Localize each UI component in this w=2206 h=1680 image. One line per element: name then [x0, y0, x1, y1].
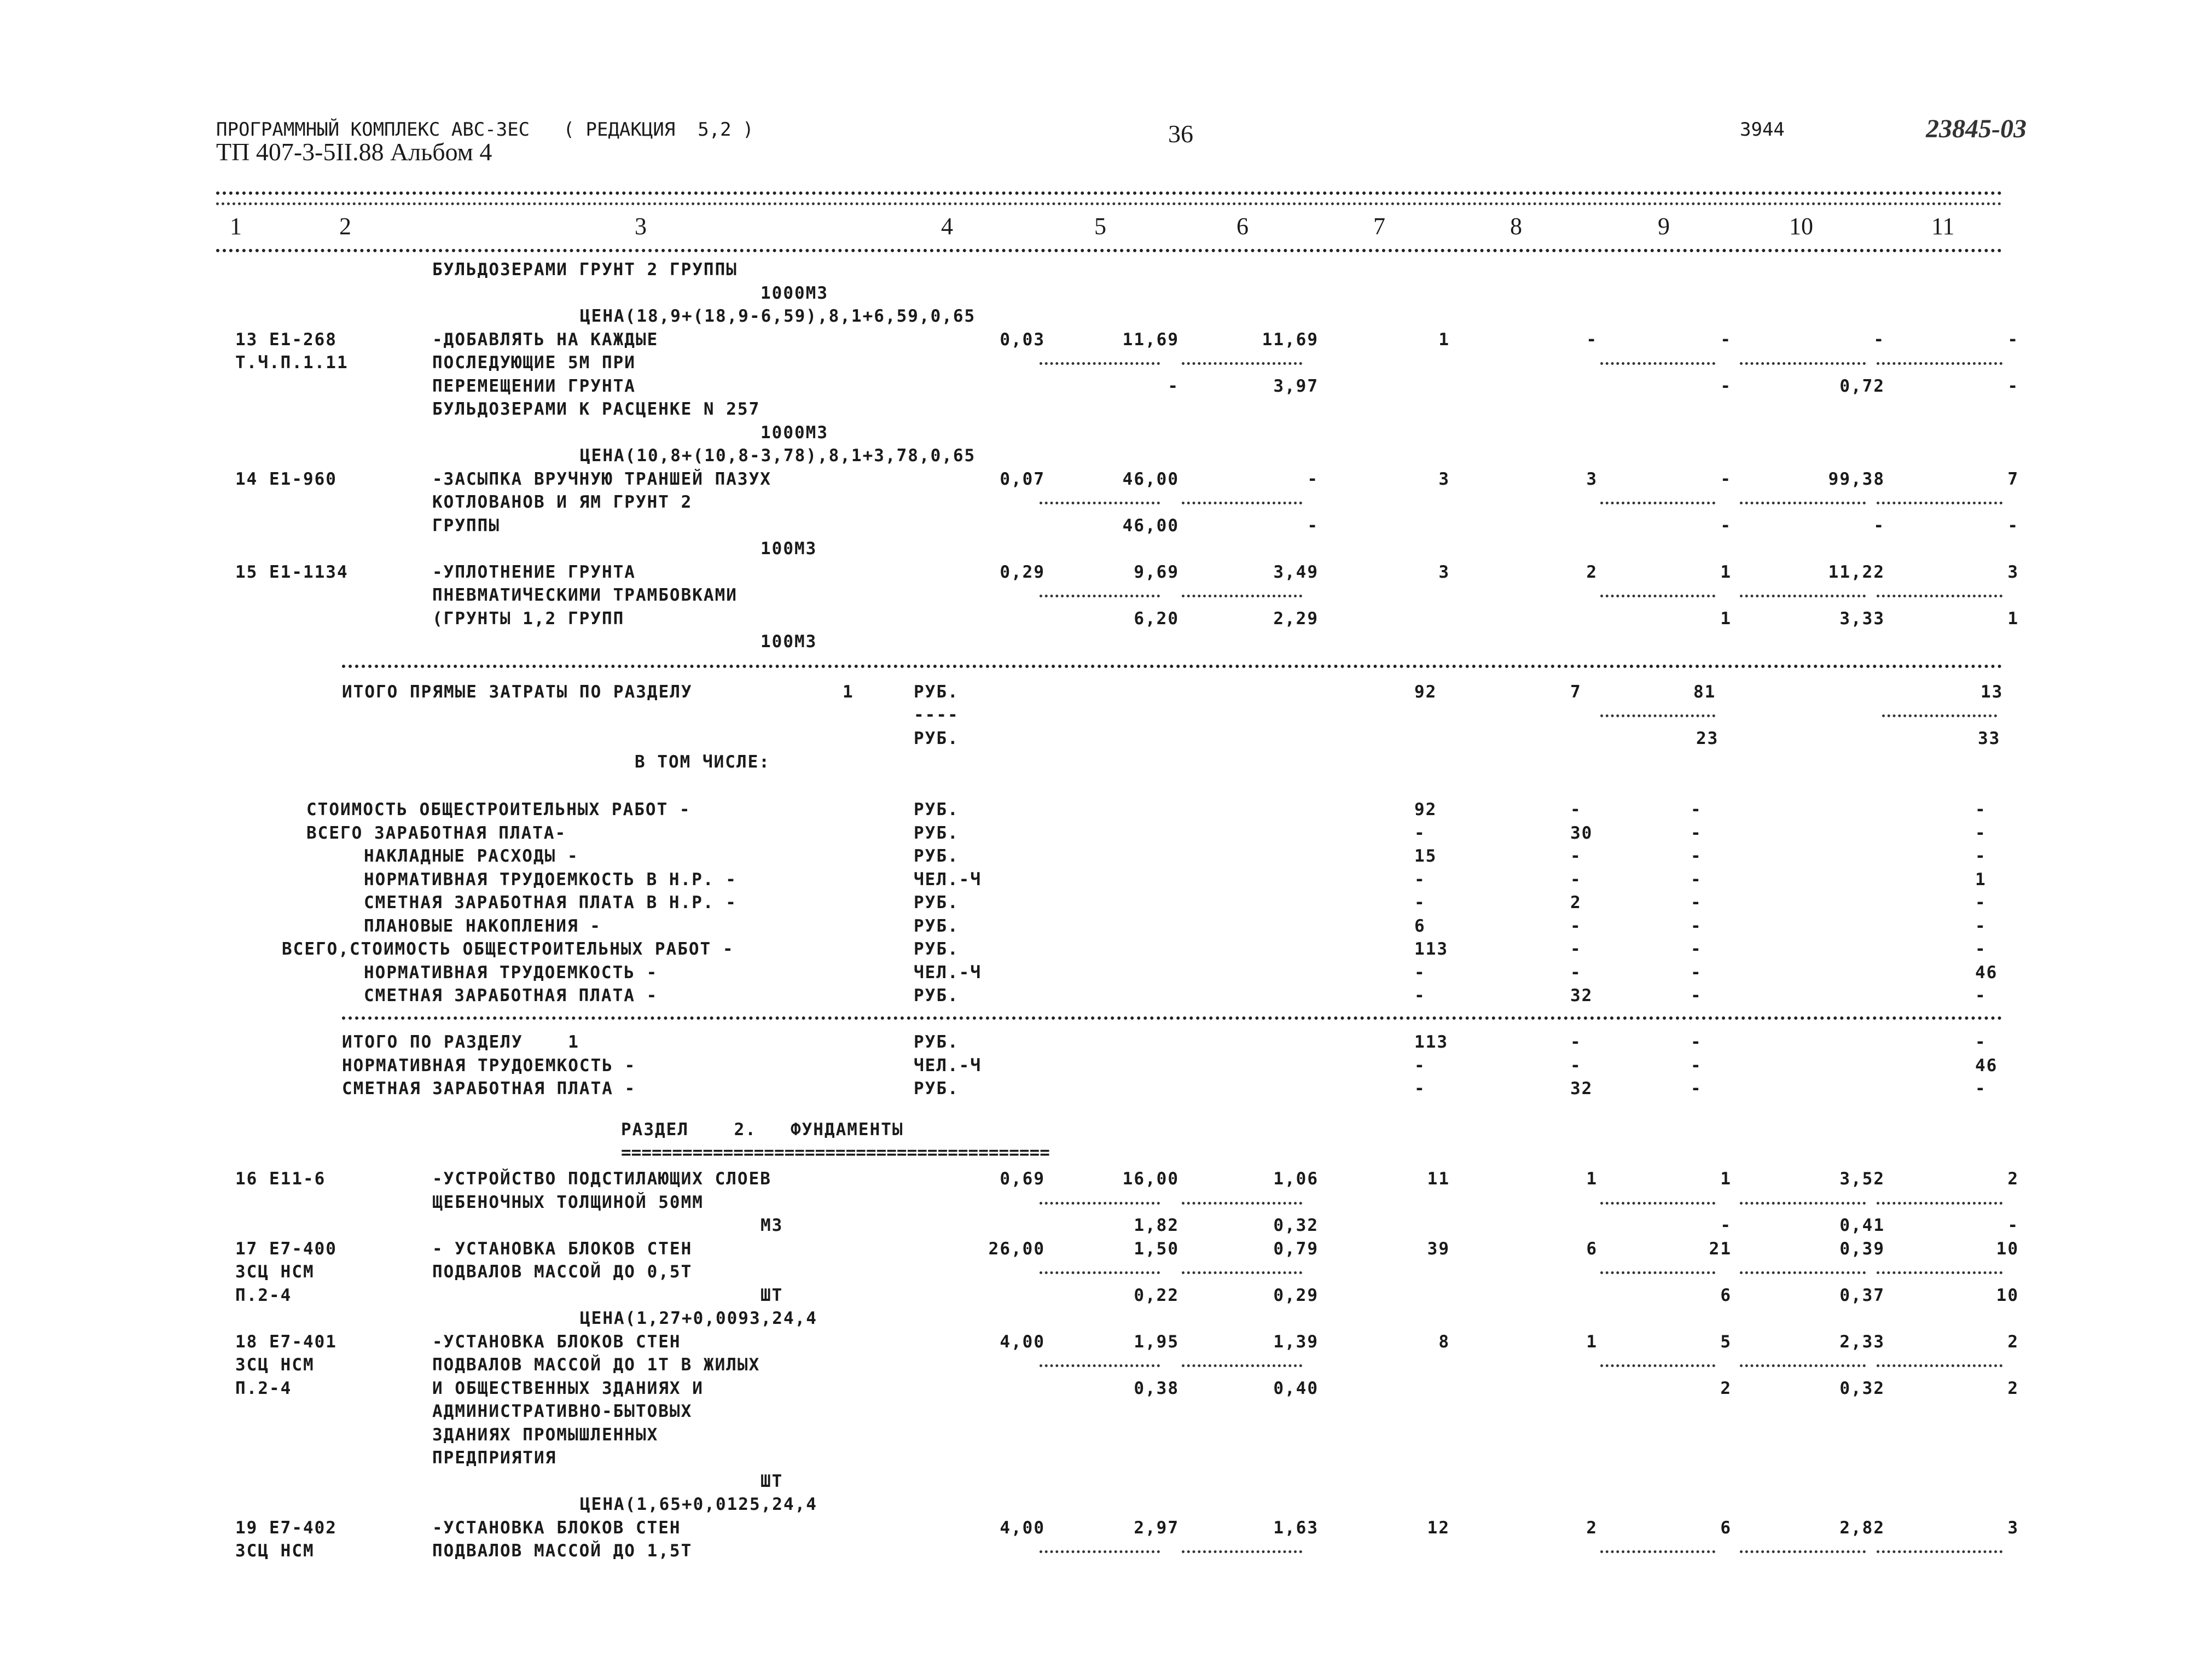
cell-rule: [1040, 1271, 1160, 1274]
cell-rule: [1182, 595, 1302, 597]
cell-unit: 1000М3: [761, 283, 828, 303]
cell-c11: -: [2007, 329, 2019, 350]
cell-c11: -: [1975, 986, 1987, 1005]
cell-rule: [1740, 1550, 1866, 1553]
cell-rule: [1740, 1364, 1866, 1367]
section-2-underline: ==========================================: [621, 1143, 1050, 1162]
cell-c1: 14 Е1-960: [235, 469, 337, 489]
cell-c11: -: [1975, 916, 1987, 936]
cell-c6: 2,29: [1273, 608, 1319, 629]
header-rule-top2: [216, 202, 2002, 205]
col-num-10: 10: [1789, 213, 1813, 240]
cell-c7: 8: [1438, 1332, 1450, 1352]
cell-c6: 1,06: [1273, 1169, 1319, 1189]
cell-c4: 0,03: [1000, 329, 1045, 350]
summary-rule-c9: [1600, 714, 1715, 717]
cell-c3: КОТЛОВАНОВ И ЯМ ГРУНТ 2: [432, 492, 693, 512]
cell-c9: -: [1720, 329, 1732, 350]
cell-rule: [1040, 1364, 1160, 1367]
cell-unit: 100М3: [761, 539, 817, 559]
cell-c10: 0,32: [1839, 1378, 1885, 1398]
cell-c9: -: [1720, 1216, 1732, 1235]
cell-c1: 17 Е7-400: [235, 1239, 337, 1259]
cell-c3: -УПЛОТНЕНИЕ ГРУНТА: [432, 562, 636, 582]
cell-c8: -: [1570, 939, 1582, 959]
cell-c2: Т.Ч.П.1.11: [235, 353, 349, 373]
cell-label: ВСЕГО ЗАРАБОТНАЯ ПЛАТА-: [306, 823, 567, 843]
cell-c9: -: [1691, 916, 1702, 936]
cell-formula: ЦЕНА(1,65+0,0125,24,4: [580, 1495, 817, 1514]
cell-c11: -: [1975, 823, 1987, 843]
cell-rule: [1600, 362, 1715, 365]
cell-c9: 1: [1720, 608, 1732, 629]
summary-c8: 7: [1570, 682, 1582, 702]
cell-c3: ПОДВАЛОВ МАССОЙ ДО 1,5Т: [432, 1541, 693, 1561]
cell-c3: ЗДАНИЯХ ПРОМЫШЛЕННЫХ: [432, 1425, 659, 1445]
cell-rule: [1740, 1202, 1866, 1205]
col-num-6: 6: [1236, 213, 1249, 240]
cell-c5: 11,69: [1122, 329, 1179, 350]
cell-c8: 2: [1586, 1518, 1598, 1538]
cell-c11: -: [2007, 1216, 2019, 1235]
cell-c11: 3: [2007, 562, 2019, 582]
cell-c7: 113: [1414, 1032, 1448, 1052]
cell-c8: -: [1570, 1055, 1582, 1076]
summary-c9: 81: [1693, 682, 1716, 702]
cell-c5: 16,00: [1122, 1169, 1179, 1189]
cell-rule: [1740, 595, 1866, 597]
cell-unit: ЧЕЛ.-Ч: [914, 1055, 982, 1076]
cell-unit: РУБ.: [914, 893, 959, 912]
cell-c10: -: [1873, 329, 1885, 350]
cell-c1: 16 Е11-6: [235, 1169, 326, 1189]
cell-rule: [1182, 502, 1302, 504]
cell-unit: РУБ.: [914, 1032, 959, 1052]
cell-c4: 4,00: [1000, 1332, 1045, 1352]
cell-rule: [1877, 502, 2002, 504]
cell-rule: [1877, 1202, 2002, 1205]
cell-c3: -ЗАСЫПКА ВРУЧНУЮ ТРАНШЕЙ ПАЗУХ: [432, 469, 771, 489]
cell-c9: -: [1691, 1079, 1702, 1098]
cell-c8: 32: [1570, 1079, 1593, 1098]
cell-c5: 6,20: [1134, 608, 1179, 629]
cell-c3: - УСТАНОВКА БЛОКОВ СТЕН: [432, 1239, 693, 1259]
cell-c9: -: [1691, 823, 1702, 843]
cell-c6: 1,63: [1273, 1518, 1319, 1538]
cell-c1: 19 Е7-402: [235, 1518, 337, 1538]
cell-c7: -: [1414, 986, 1426, 1005]
summary-rule-c11: [1882, 714, 1997, 717]
cell-c11: 10: [1996, 1239, 2019, 1259]
cell-c3: ПОСЛЕДУЮЩИЕ 5М ПРИ: [432, 353, 636, 373]
cell-rule: [1182, 362, 1302, 365]
cell-c3: -УСТРОЙСТВО ПОДСТИЛАЮЩИХ СЛОЕВ: [432, 1169, 771, 1189]
cell-c7: 15: [1414, 846, 1437, 866]
col-num-3: 3: [635, 213, 647, 240]
cell-c4: 26,00: [988, 1239, 1045, 1259]
cell-c4: 0,29: [1000, 562, 1045, 582]
page-number: 36: [1168, 120, 1193, 148]
cell-c11: 46: [1975, 1055, 1998, 1076]
cell-c3: И ОБЩЕСТВЕННЫХ ЗДАНИЯХ И: [432, 1378, 704, 1398]
cell-unit: РУБ.: [914, 916, 959, 936]
cell-c3: -УСТАНОВКА БЛОКОВ СТЕН: [432, 1518, 681, 1538]
cell-c8: -: [1570, 846, 1582, 866]
cell-c3: БУЛЬДОЗЕРАМИ ГРУНТ 2 ГРУППЫ: [432, 260, 738, 280]
cell-c8: 1: [1586, 1169, 1598, 1189]
cell-c6: 3,49: [1273, 562, 1319, 582]
program-title: ПРОГРАММНЫЙ КОМПЛЕКС АВС-ЗЕС ( РЕДАКЦИЯ 5,2 ): [216, 119, 754, 141]
cell-c9: -: [1691, 846, 1702, 866]
summary-unit: РУБ.: [914, 682, 959, 702]
cell-c7: 12: [1427, 1518, 1450, 1538]
col-num-1: 1: [230, 213, 242, 240]
cell-c2: ЗСЦ НСМ: [235, 1355, 315, 1375]
cell-unit: РУБ.: [914, 823, 959, 843]
cell-label: НОРМАТИВНАЯ ТРУДОЕМКОСТЬ -: [364, 962, 658, 983]
cell-label: НОРМАТИВНАЯ ТРУДОЕМКОСТЬ В Н.Р. -: [364, 869, 737, 890]
including-label: В ТОМ ЧИСЛЕ:: [635, 752, 770, 772]
cell-c5: 1,50: [1134, 1239, 1179, 1259]
cell-c5: 46,00: [1122, 469, 1179, 489]
cell-c11: 46: [1975, 962, 1998, 983]
cell-rule: [1182, 1202, 1302, 1205]
cell-c11: -: [1975, 846, 1987, 866]
cell-c10: 3,52: [1839, 1169, 1885, 1189]
cell-c11: 1: [1975, 869, 1987, 890]
cell-label: СМЕТНАЯ ЗАРАБОТНАЯ ПЛАТА -: [342, 1079, 636, 1098]
cell-c3: ПНЕВМАТИЧЕСКИМИ ТРАМБОВКАМИ: [432, 585, 738, 605]
cell-c8: 30: [1570, 823, 1593, 843]
cell-c6: 11,69: [1262, 329, 1319, 350]
cell-c9: 6: [1720, 1518, 1732, 1538]
cell-c11: -: [2007, 376, 2019, 396]
cell-c7: -: [1414, 893, 1426, 912]
cell-rule: [1040, 502, 1160, 504]
cell-c11: -: [1975, 1032, 1987, 1052]
summary-c11: 13: [1981, 682, 2004, 702]
cell-unit: РУБ.: [914, 939, 959, 959]
cell-c11: -: [1975, 1079, 1987, 1098]
cell-c2: П.2-4: [235, 1285, 292, 1305]
cell-c5: 0,22: [1134, 1285, 1179, 1305]
cell-rule: [1877, 362, 2002, 365]
cell-c8: 6: [1586, 1239, 1598, 1259]
cell-c11: -: [2007, 515, 2019, 536]
cell-c6: 0,29: [1273, 1285, 1319, 1305]
summary-c11-b: 33: [1978, 729, 2001, 748]
cell-unit: ЧЕЛ.-Ч: [914, 962, 982, 983]
cell-c9: -: [1691, 869, 1702, 890]
cell-c9: 1: [1720, 1169, 1732, 1189]
cell-unit: РУБ.: [914, 1079, 959, 1098]
summary-separator: ----: [914, 705, 959, 725]
cell-c7: 92: [1414, 800, 1437, 819]
cell-c7: 113: [1414, 939, 1448, 959]
cell-c8: 2: [1586, 562, 1598, 582]
cell-c7: 3: [1438, 562, 1450, 582]
cell-unit: РУБ.: [914, 846, 959, 866]
cell-rule: [1877, 1271, 2002, 1274]
cell-label: ВСЕГО,СТОИМОСТЬ ОБЩЕСТРОИТЕЛЬНЫХ РАБОТ -: [282, 939, 734, 959]
cell-c3: АДМИНИСТРАТИВНО-БЫТОВЫХ: [432, 1402, 693, 1421]
cell-rule: [1740, 502, 1866, 504]
cell-c8: -: [1586, 329, 1598, 350]
cell-c3: ПРЕДПРИЯТИЯ: [432, 1448, 557, 1468]
header-rule-bottom: [216, 249, 2002, 252]
cell-c5: 1,95: [1134, 1332, 1179, 1352]
cell-c3: -ДОБАВЛЯТЬ НА КАЖДЫЕ: [432, 329, 659, 350]
cell-rule: [1040, 595, 1160, 597]
col-num-5: 5: [1094, 213, 1106, 240]
cell-c5: 46,00: [1122, 515, 1179, 536]
cell-c5: 0,38: [1134, 1378, 1179, 1398]
cell-c8: 3: [1586, 469, 1598, 489]
cell-c8: -: [1570, 916, 1582, 936]
cell-c11: 3: [2007, 1518, 2019, 1538]
cell-c10: 3,33: [1839, 608, 1885, 629]
cell-c5: 9,69: [1134, 562, 1179, 582]
cell-c10: 0,72: [1839, 376, 1885, 396]
cell-rule: [1877, 1364, 2002, 1367]
cell-c9: -: [1720, 469, 1732, 489]
cell-c3: ГРУППЫ: [432, 515, 500, 536]
cell-rule: [1600, 1550, 1715, 1553]
cell-rule: [1600, 1271, 1715, 1274]
summary-c9-b: 23: [1696, 729, 1719, 748]
cell-c10: 0,37: [1839, 1285, 1885, 1305]
cell-c5: -: [1168, 376, 1179, 396]
cell-c4: 4,00: [1000, 1518, 1045, 1538]
cell-c8: -: [1570, 800, 1582, 819]
cell-c11: -: [1975, 800, 1987, 819]
cell-c6: 0,32: [1273, 1216, 1319, 1235]
col-num-11: 11: [1931, 213, 1955, 240]
cell-unit: 100М3: [761, 632, 817, 652]
cell-c9: -: [1691, 800, 1702, 819]
cell-c3: -УСТАНОВКА БЛОКОВ СТЕН: [432, 1332, 681, 1352]
header-rule-top: [216, 191, 2002, 195]
cell-c4: 0,07: [1000, 469, 1045, 489]
cell-rule: [1740, 1271, 1866, 1274]
cell-c2: ЗСЦ НСМ: [235, 1541, 315, 1561]
col-num-2: 2: [339, 213, 351, 240]
summary-title: ИТОГО ПРЯМЫЕ ЗАТРАТЫ ПО РАЗДЕЛУ: [342, 682, 693, 702]
cell-rule: [1600, 502, 1715, 504]
cell-c11: 10: [1996, 1285, 2019, 1305]
cell-c6: 3,97: [1273, 376, 1319, 396]
col-num-9: 9: [1658, 213, 1670, 240]
cell-rule: [1877, 1550, 2002, 1553]
cell-c2: П.2-4: [235, 1378, 292, 1398]
cell-c8: -: [1570, 962, 1582, 983]
section-2-title: РАЗДЕЛ 2. ФУНДАМЕНТЫ: [621, 1120, 904, 1140]
cell-c3: ПОДВАЛОВ МАССОЙ ДО 1Т В ЖИЛЫХ: [432, 1355, 761, 1375]
cell-formula: ЦЕНА(18,9+(18,9-6,59),8,1+6,59,0,65: [580, 306, 976, 326]
cell-c7: 39: [1427, 1239, 1450, 1259]
cell-c10: 0,39: [1839, 1239, 1885, 1259]
summary-section-no: 1: [843, 682, 854, 702]
cell-label: СМЕТНАЯ ЗАРАБОТНАЯ ПЛАТА В Н.Р. -: [364, 893, 737, 912]
cell-c9: -: [1720, 515, 1732, 536]
cell-c8: 32: [1570, 986, 1593, 1005]
cell-c7: 1: [1438, 329, 1450, 350]
document-code: 3944: [1740, 119, 1785, 141]
col-num-7: 7: [1373, 213, 1385, 240]
cell-c9: -: [1691, 939, 1702, 959]
cell-c5: 2,97: [1134, 1518, 1179, 1538]
cell-c8: -: [1570, 1032, 1582, 1052]
cell-c6: 1,39: [1273, 1332, 1319, 1352]
cell-rule: [1040, 1550, 1160, 1553]
cell-rule: [1182, 1271, 1302, 1274]
cell-c4: 0,69: [1000, 1169, 1045, 1189]
cell-rule: [1182, 1364, 1302, 1367]
cell-c5: 1,82: [1134, 1216, 1179, 1235]
cell-unit: РУБ.: [914, 800, 959, 819]
cell-c11: -: [1975, 893, 1987, 912]
cell-rule: [1600, 1364, 1715, 1367]
cell-c7: 6: [1414, 916, 1426, 936]
totals-rule-top: [342, 1016, 2002, 1020]
cell-label: СТОИМОСТЬ ОБЩЕСТРОИТЕЛЬНЫХ РАБОТ -: [306, 800, 691, 819]
inventory-stamp: 23845-03: [1926, 114, 2027, 143]
summary-unit-2: РУБ.: [914, 729, 959, 748]
cell-c10: 0,41: [1839, 1216, 1885, 1235]
cell-c7: -: [1414, 869, 1426, 890]
cell-c6: 0,79: [1273, 1239, 1319, 1259]
cell-rule: [1740, 362, 1866, 365]
cell-label: НОРМАТИВНАЯ ТРУДОЕМКОСТЬ -: [342, 1055, 636, 1076]
cell-c7: -: [1414, 962, 1426, 983]
cell-rule: [1040, 362, 1160, 365]
cell-c3: ЩЕБЕНОЧНЫХ ТОЛЩИНОЙ 50ММ: [432, 1192, 704, 1212]
cell-c2: ЗСЦ НСМ: [235, 1262, 315, 1282]
cell-c11: 7: [2007, 469, 2019, 489]
summary-rule-top: [342, 665, 2002, 668]
cell-c3: БУЛЬДОЗЕРАМИ К РАСЦЕНКЕ N 257: [432, 399, 761, 419]
cell-unit: ШТ: [761, 1285, 783, 1305]
cell-c7: 3: [1438, 469, 1450, 489]
cell-unit: М3: [761, 1216, 783, 1235]
cell-c11: 1: [2007, 608, 2019, 629]
cell-rule: [1600, 1202, 1715, 1205]
cell-rule: [1877, 595, 2002, 597]
cell-c11: 2: [2007, 1169, 2019, 1189]
cell-c6: 0,40: [1273, 1378, 1319, 1398]
cell-c7: 11: [1427, 1169, 1450, 1189]
cell-unit: ЧЕЛ.-Ч: [914, 869, 982, 890]
cell-c8: 2: [1570, 893, 1582, 912]
cell-c9: 6: [1720, 1285, 1732, 1305]
cell-c3: ПОДВАЛОВ МАССОЙ ДО 0,5Т: [432, 1262, 693, 1282]
cell-c11: -: [1975, 939, 1987, 959]
cell-c11: 2: [2007, 1378, 2019, 1398]
cell-c10: 2,33: [1839, 1332, 1885, 1352]
cell-unit: ШТ: [761, 1471, 783, 1491]
cell-c1: 13 Е1-268: [235, 329, 337, 350]
cell-c7: -: [1414, 823, 1426, 843]
cell-c1: 15 Е1-1134: [235, 562, 349, 582]
cell-c9: -: [1691, 986, 1702, 1005]
cell-c10: 2,82: [1839, 1518, 1885, 1538]
cell-c1: 18 Е7-401: [235, 1332, 337, 1352]
cell-formula: ЦЕНА(1,27+0,0093,24,4: [580, 1309, 817, 1328]
cell-c9: -: [1691, 1032, 1702, 1052]
cell-label: ИТОГО ПО РАЗДЕЛУ 1: [342, 1032, 579, 1052]
cell-rule: [1040, 1202, 1160, 1205]
cell-c8: -: [1570, 869, 1582, 890]
cell-c10: -: [1873, 515, 1885, 536]
cell-c7: -: [1414, 1055, 1426, 1076]
album-title: ТП 407-3-5II.88 Альбом 4: [216, 138, 492, 166]
cell-c9: 5: [1720, 1332, 1732, 1352]
cell-c6: -: [1307, 515, 1319, 536]
cell-c9: 1: [1720, 562, 1732, 582]
cell-label: СМЕТНАЯ ЗАРАБОТНАЯ ПЛАТА -: [364, 986, 658, 1005]
cell-c10: 11,22: [1828, 562, 1885, 582]
cell-c9: -: [1691, 893, 1702, 912]
col-num-8: 8: [1510, 213, 1522, 240]
cell-unit: РУБ.: [914, 986, 959, 1005]
cell-c9: -: [1720, 376, 1732, 396]
cell-c3: ПЕРЕМЕЩЕНИИ ГРУНТА: [432, 376, 636, 396]
cell-c9: 2: [1720, 1378, 1732, 1398]
col-num-4: 4: [941, 213, 953, 240]
cell-unit: 1000М3: [761, 422, 828, 443]
summary-c7: 92: [1414, 682, 1437, 702]
cell-c9: -: [1691, 1055, 1702, 1076]
cell-label: ПЛАНОВЫЕ НАКОПЛЕНИЯ -: [364, 916, 601, 936]
cell-c7: -: [1414, 1079, 1426, 1098]
cell-c11: 2: [2007, 1332, 2019, 1352]
cell-c8: 1: [1586, 1332, 1598, 1352]
cell-c3: (ГРУНТЫ 1,2 ГРУПП: [432, 608, 625, 629]
cell-c9: -: [1691, 962, 1702, 983]
cell-c9: 21: [1709, 1239, 1732, 1259]
cell-label: НАКЛАДНЫЕ РАСХОДЫ -: [364, 846, 579, 866]
cell-c6: -: [1307, 469, 1319, 489]
cell-rule: [1600, 595, 1715, 597]
cell-c10: 99,38: [1828, 469, 1885, 489]
cell-formula: ЦЕНА(10,8+(10,8-3,78),8,1+3,78,0,65: [580, 446, 976, 466]
cell-rule: [1182, 1550, 1302, 1553]
